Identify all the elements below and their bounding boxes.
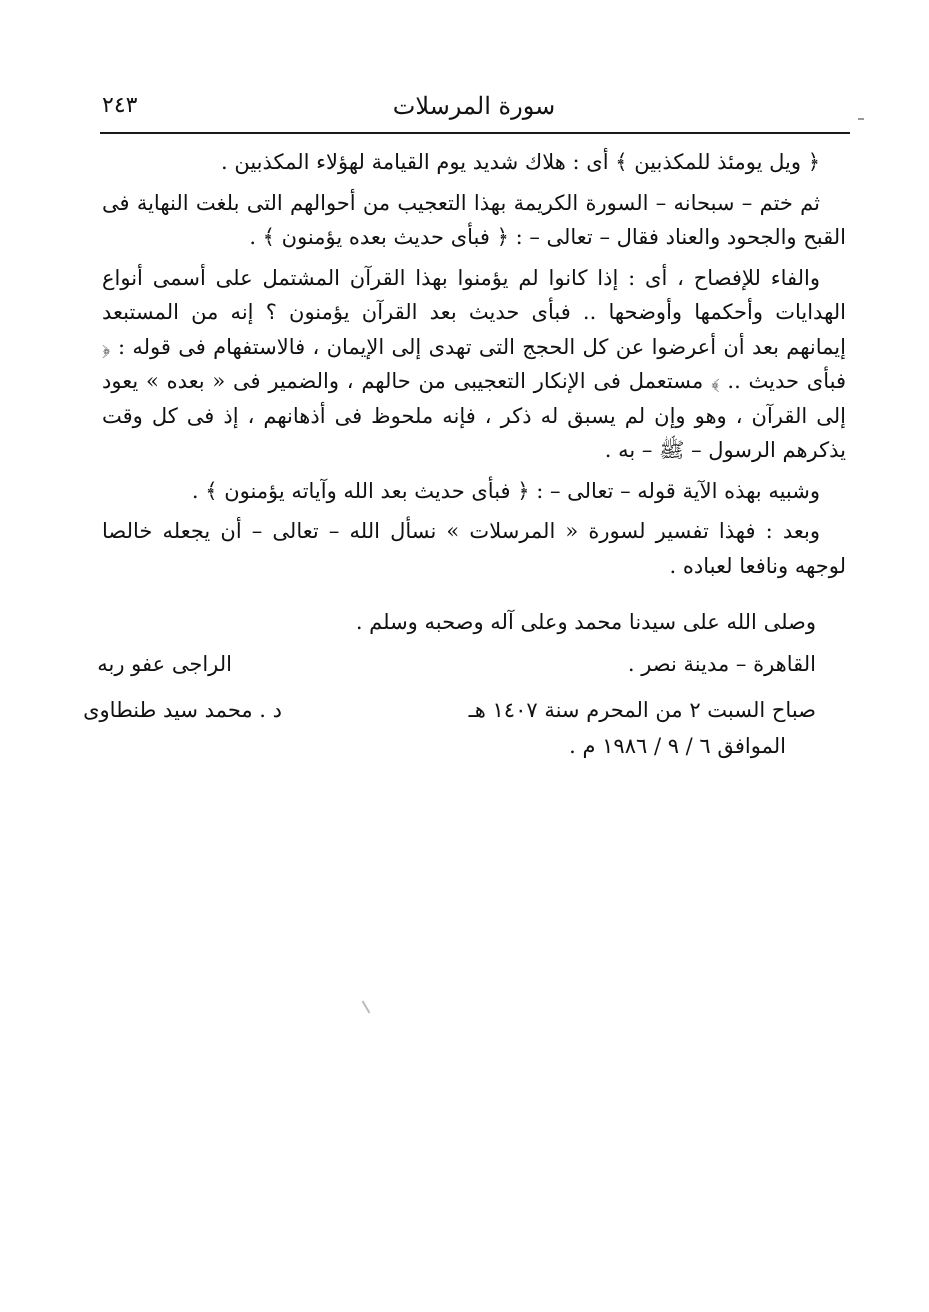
gregorian-date: الموافق ٦ / ٩ / ١٩٨٦ م . xyxy=(569,734,786,758)
place-line: القاهرة – مدينة نصر . xyxy=(627,652,816,676)
scan-speck xyxy=(858,118,864,120)
page-number: ٢٤٣ xyxy=(102,93,138,118)
hijri-date: صباح السبت ٢ من المحرم سنة ١٤٠٧ هـ xyxy=(468,698,816,722)
paragraph-afterword: وبعد : فهذا تفسير لسورة « المرسلات » نسأل الله – تعالى – أن يجعله خالصا لوجهه ونافعا لعباده . xyxy=(102,519,846,578)
paragraph-conclusion: ثم ختم – سبحانه – السورة الكريمة بهذا التعجيب من أحوالهم التى بلغت النهاية فى القبح والجحود والعناد فقال – تعالى – : ﴿ فبأى حديث بعده يؤمنون ﴾ . xyxy=(102,190,846,249)
scan-speck xyxy=(362,1000,371,1013)
salutation: وصلى الله على سيدنا محمد وعلى آله وصحبه وسلم . xyxy=(355,610,816,634)
page-header xyxy=(100,86,848,126)
body-text xyxy=(102,145,846,589)
signature-line-1: الراجى عفو ربه xyxy=(97,652,232,676)
header-rule xyxy=(100,132,850,134)
paragraph-verse-woe: ﴿ ويل يومئذ للمكذبين ﴾ أى : هلاك شديد يوم القيامة لهؤلاء المكذبين . xyxy=(220,150,820,174)
surah-title: سورة المرسلات xyxy=(392,92,556,120)
signature-author: د . محمد سيد طنطاوى xyxy=(83,698,282,722)
paragraph-similar-verse: وشبيه بهذه الآية قوله – تعالى – : ﴿ فبأى حديث بعد الله وآياته يؤمنون ﴾ . xyxy=(191,478,820,503)
paragraph-explanation: والفاء للإفصاح ، أى : إذا كانوا لم يؤمنوا بهذا القرآن المشتمل على أسمى أنواع الهدايات وأحكمها وأوضحها .. فبأى حديث بعد القرآن يؤمنون ؟ إنه من المستبعد إيمانهم بعد أن أعرضوا عن كل الحجج التى تهدى إلى الإيمان ، فالاستفهام فى قوله : ﴿ فبأى حديث .. ﴾ مستعمل فى الإنكار التعجيبى من حالهم ، والضمير فى « بعده » يعود إلى القرآن ، وهو وإن لم يسبق له ذكر ، فإنه ملحوظ فى أذهانهم ، إذ فى كل وقت يذكرهم الرسول – ﷺ – به . xyxy=(102,265,846,462)
